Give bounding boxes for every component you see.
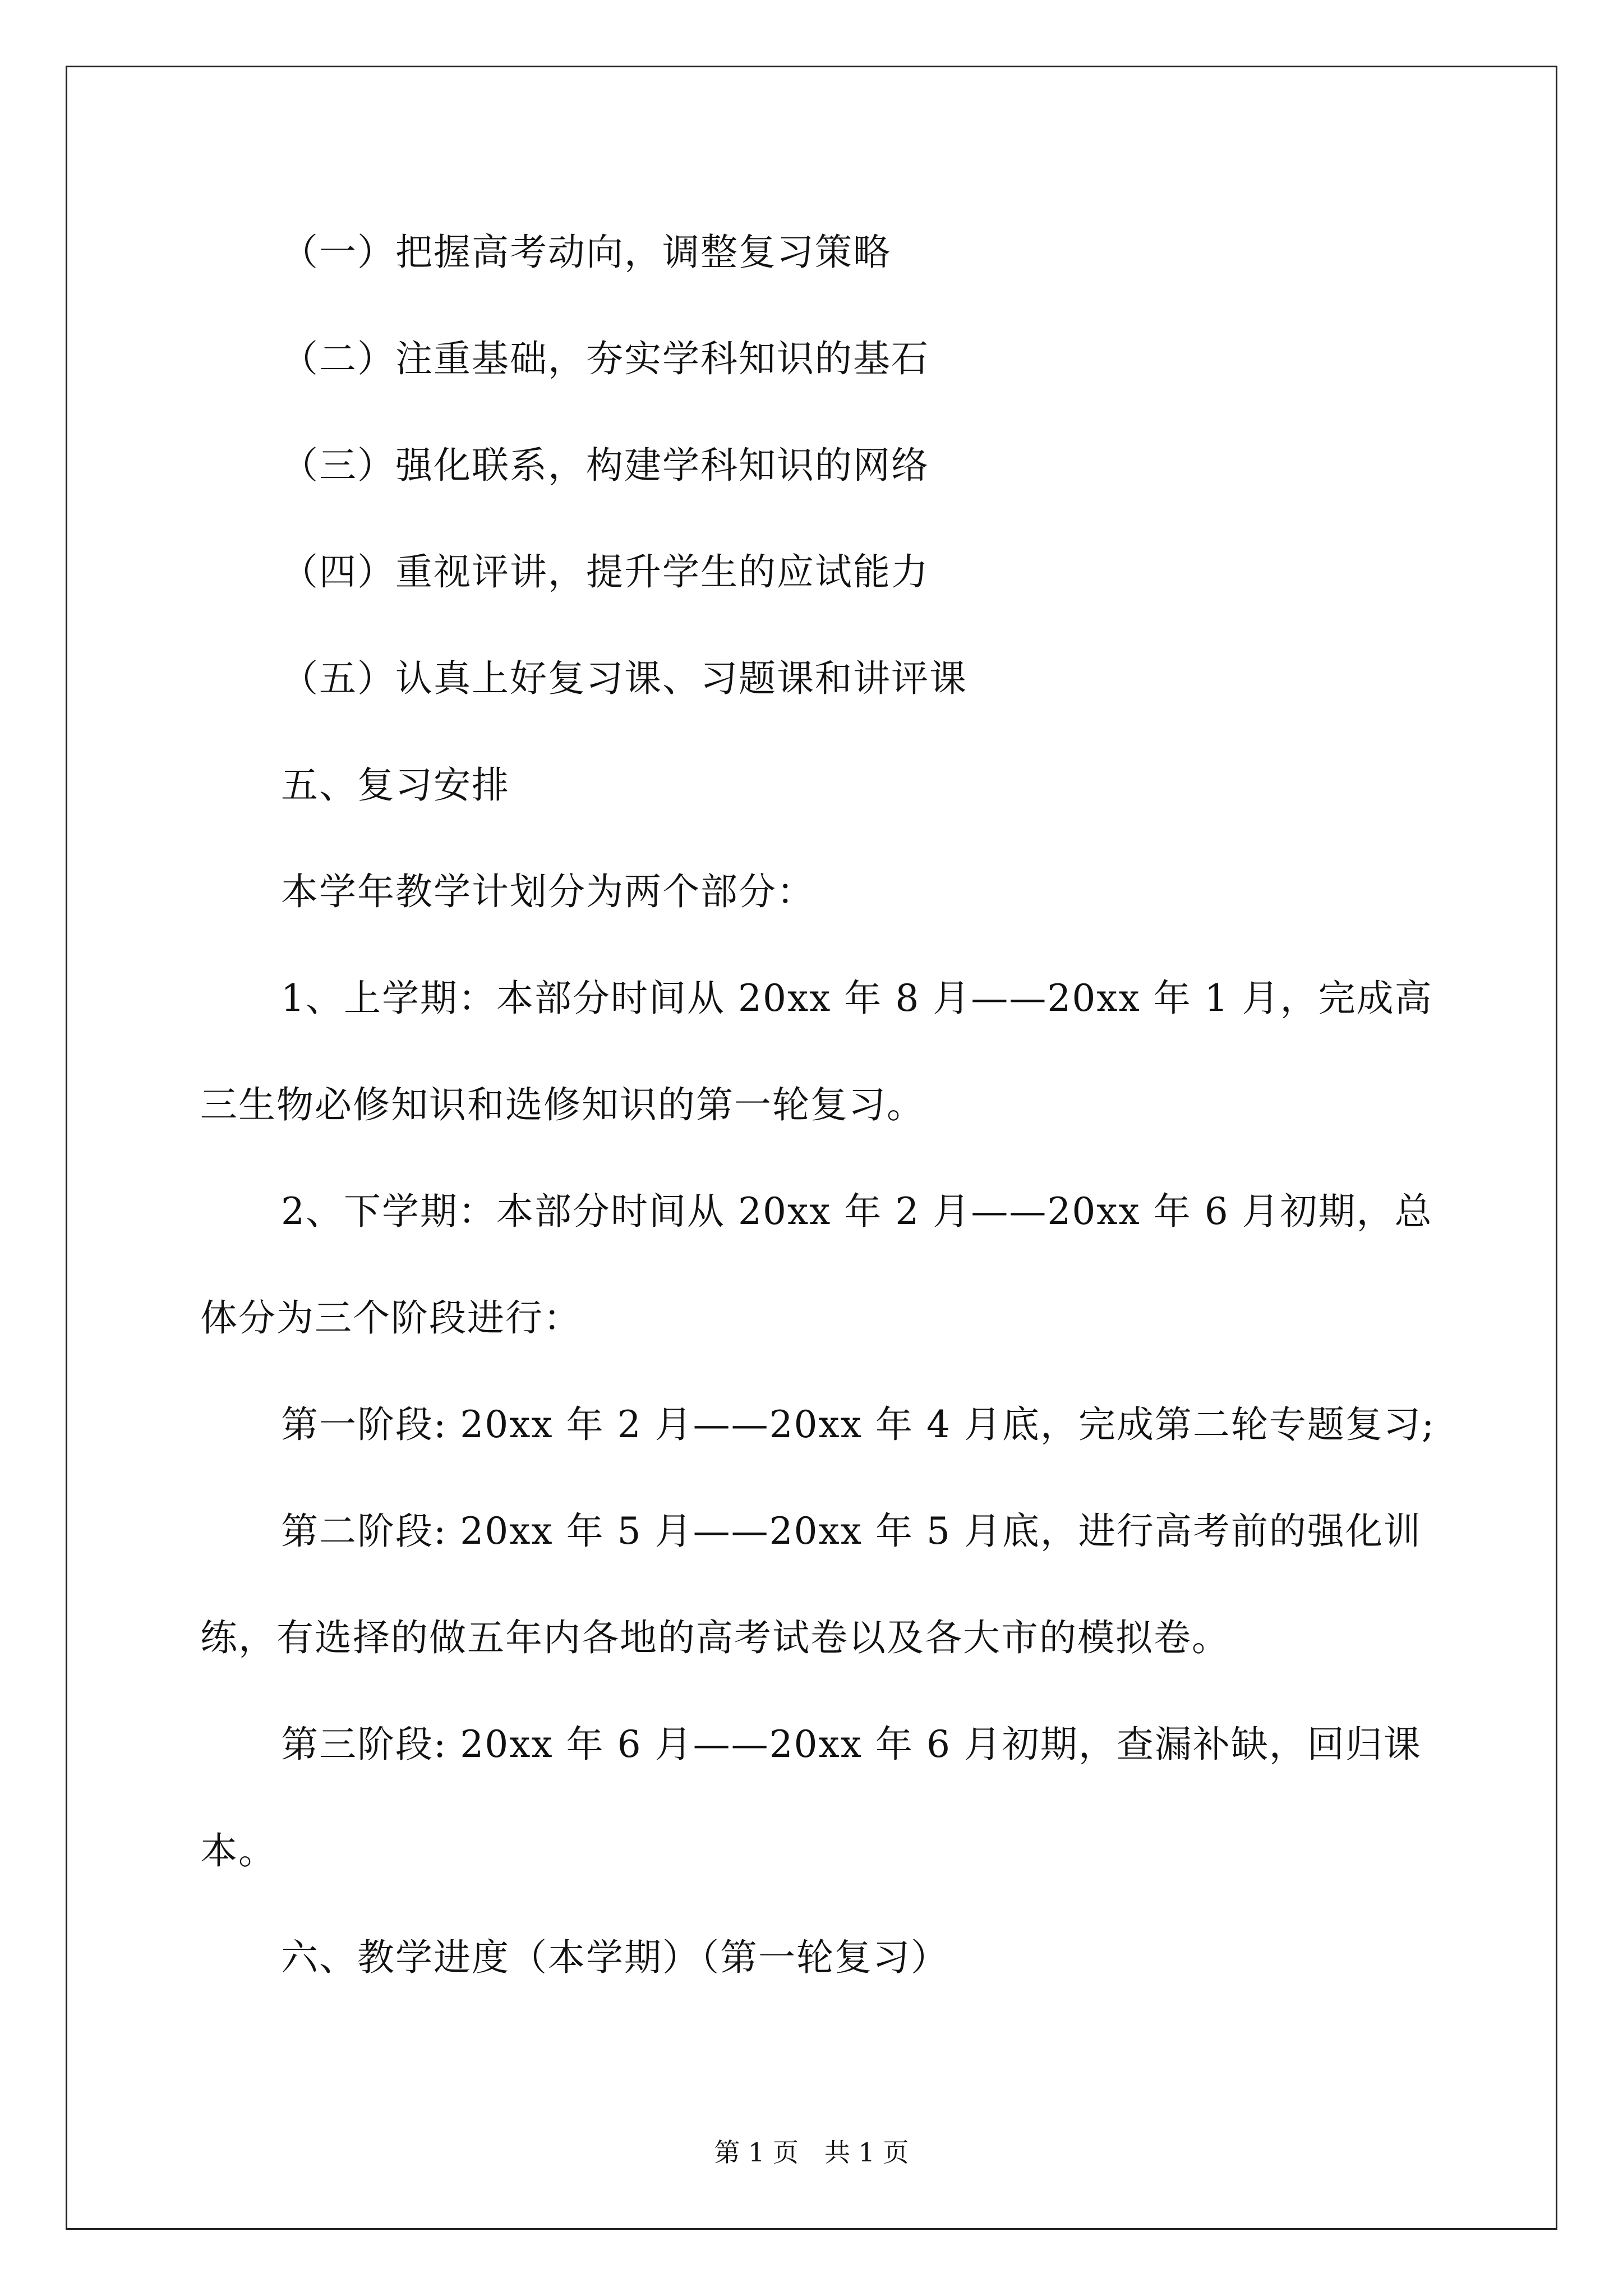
paragraph-line: 体分为三个阶段进行：	[200, 1296, 582, 1340]
paragraph-line: 2、下学期：本部分时间从 20xx 年 2 月——20xx 年 6 月初期，总	[281, 1190, 1433, 1233]
subheading-5: （五）认真上好复习课、习题课和讲评课	[281, 657, 967, 700]
subheading-4: （四）重视评讲，提升学生的应试能力	[281, 550, 929, 593]
paragraph-line: 本。	[200, 1829, 276, 1872]
section-heading-6: 六、教学进度（本学期）（第一轮复习）	[281, 1936, 949, 1979]
page-footer: 第 1 页 共 1 页	[714, 2137, 909, 2168]
page-border	[66, 66, 1557, 2230]
paragraph-line: 1、上学期：本部分时间从 20xx 年 8 月——20xx 年 1 月，完成高	[281, 977, 1433, 1020]
subheading-3: （三）强化联系，构建学科知识的网络	[281, 444, 929, 487]
subheading-1: （一）把握高考动向，调整复习策略	[281, 231, 891, 274]
paragraph-line: 三生物必修知识和选修知识的第一轮复习。	[200, 1083, 925, 1126]
subheading-2: （二）注重基础，夯实学科知识的基石	[281, 337, 929, 380]
paragraph-line: 练，有选择的做五年内各地的高考试卷以及各大市的模拟卷。	[200, 1616, 1230, 1659]
paragraph-line: 第二阶段: 20xx 年 5 月——20xx 年 5 月底，进行高考前的强化训	[281, 1510, 1422, 1553]
paragraph-line: 第一阶段: 20xx 年 2 月——20xx 年 4 月底，完成第二轮专题复习;	[281, 1403, 1436, 1446]
paragraph-intro: 本学年教学计划分为两个部分：	[281, 870, 815, 913]
section-heading-5: 五、复习安排	[281, 763, 510, 807]
paragraph-line: 第三阶段: 20xx 年 6 月——20xx 年 6 月初期，查漏补缺，回归课	[281, 1723, 1422, 1766]
